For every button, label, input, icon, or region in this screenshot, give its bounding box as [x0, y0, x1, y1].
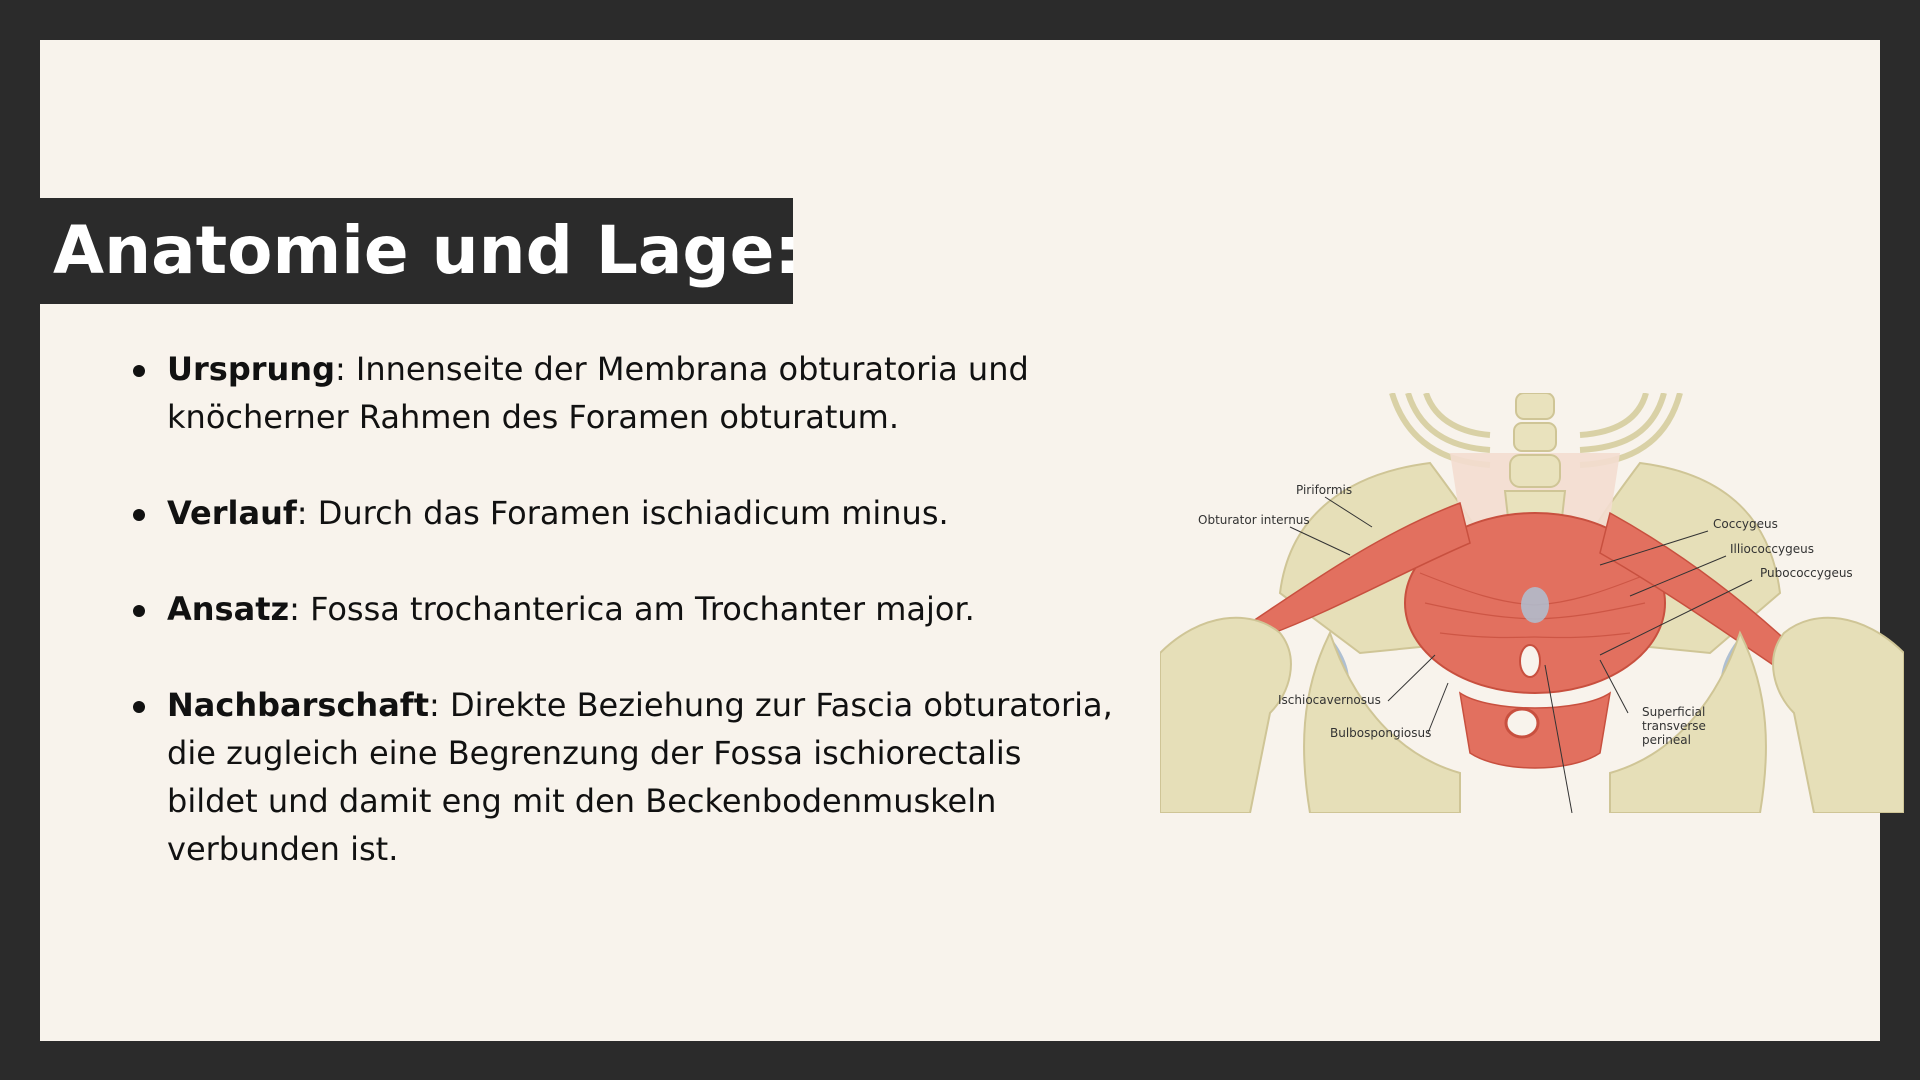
label-piriformis: Piriformis: [1296, 483, 1353, 497]
bullet-separator: :: [289, 590, 311, 628]
label-line: transverse: [1642, 719, 1706, 733]
bullet-dot-icon: [133, 509, 145, 521]
bullet-line: [167, 681, 1167, 729]
bullet-term: Verlauf: [167, 494, 297, 532]
label-line: Superficial: [1642, 705, 1706, 719]
bullet-term: Ursprung: [167, 350, 335, 388]
bullet-line: die zugleich eine Begrenzung der Fossa ischiorectalis: [167, 734, 1022, 772]
bullet-line: knöcherner Rahmen des Foramen obturatum.: [167, 398, 899, 436]
bullet-text: Durch das Foramen ischiadicum minus.: [317, 494, 949, 532]
label-bulbospongiosus: Bulbospongiosus: [1330, 726, 1432, 740]
bullet-dot-icon: [133, 605, 145, 617]
title-bar: [40, 198, 801, 304]
left-femur: [1160, 618, 1291, 813]
pelvis-drawing: [1160, 393, 1904, 813]
label-obturator-internus: Obturator internus: [1198, 513, 1310, 527]
slide: [40, 40, 1880, 1041]
pelvic-floor-illustration: [1160, 393, 1904, 813]
bullet-nachbarschaft: [167, 681, 1167, 873]
right-femur: [1773, 618, 1904, 813]
bullet-line: [167, 585, 1167, 633]
label-ischiocavernosus: Ischiocavernosus: [1278, 693, 1381, 707]
label-pubococcygeus: Pubococcygeus: [1760, 566, 1853, 580]
anal-opening: [1506, 709, 1538, 737]
bullet-text: Fossa trochanterica am Trochanter major.: [310, 590, 975, 628]
bullet-line: bildet und damit eng mit den Beckenbodenmuskeln: [167, 782, 997, 820]
bullet-term: Ansatz: [167, 590, 290, 628]
bullet-ursprung: [167, 345, 1167, 441]
bullet-dot-icon: [133, 701, 145, 713]
bullet-line: [167, 489, 1167, 537]
bullet-term: Nachbarschaft: [167, 686, 430, 724]
bullet-line: [167, 345, 1167, 393]
urogenital-opening: [1520, 645, 1540, 677]
bullet-line: verbunden ist.: [167, 830, 399, 868]
bullet-text: Direkte Beziehung zur Fascia obturatoria,: [449, 686, 1113, 724]
label-line: perineal: [1642, 733, 1691, 747]
bullet-verlauf: [167, 489, 1167, 537]
label-coccygeus: Coccygeus: [1713, 517, 1778, 531]
bullet-separator: :: [296, 494, 318, 532]
bullet-separator: :: [429, 686, 450, 724]
slide-title: Anatomie und Lage:: [53, 212, 801, 289]
bullet-list: [167, 345, 1167, 873]
label-superficial-transverse-perineal: [1642, 705, 1706, 747]
bullet-text: Innenseite der Membrana obturatoria und: [355, 350, 1029, 388]
label-iliococcygeus: Illiococcygeus: [1730, 542, 1814, 556]
bullet-ansatz: [167, 585, 1167, 633]
coccyx-cartilage: [1521, 587, 1549, 623]
bullet-dot-icon: [133, 365, 145, 377]
bullet-separator: :: [334, 350, 356, 388]
